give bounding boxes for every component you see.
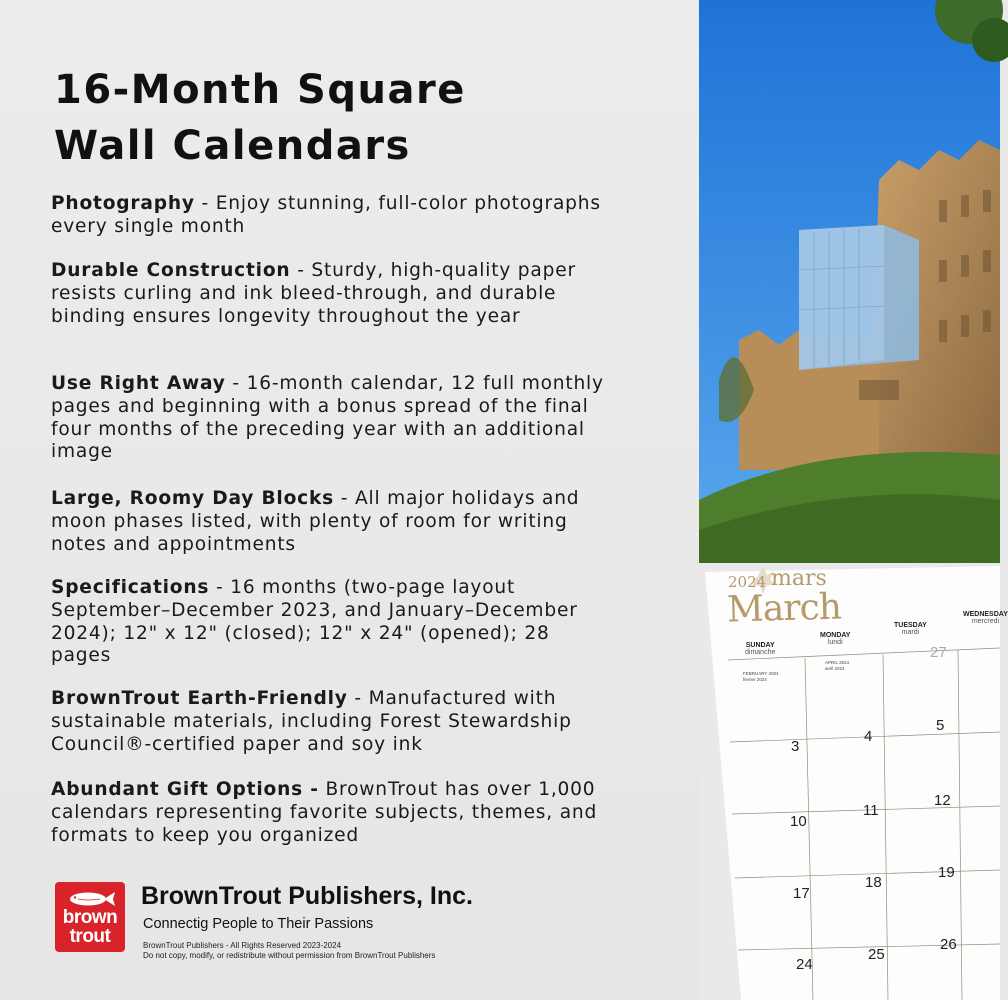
feature-day-blocks bbox=[51, 488, 611, 556]
feature-heading: Photography bbox=[51, 193, 195, 214]
day-header-sunday: SUNDAY dimanche bbox=[745, 642, 776, 656]
feature-heading: Durable Construction bbox=[51, 260, 291, 281]
calendar-preview bbox=[683, 0, 1008, 1000]
calendar-month-fr: mars bbox=[771, 566, 827, 591]
day-header-monday: MONDAY lundi bbox=[820, 632, 851, 646]
title-line-2: Wall Calendars bbox=[54, 123, 411, 169]
date-25: 25 bbox=[868, 946, 885, 963]
copyright-line-2: Do not copy, modify, or redistribute without permission from BrownTrout Publishers bbox=[143, 951, 436, 960]
feature-heading: BrownTrout Earth-Friendly bbox=[51, 688, 348, 709]
date-5: 5 bbox=[936, 717, 945, 734]
calendar-year: 2024 bbox=[728, 573, 767, 591]
day-header-wednesday: WEDNESDAY mercredi bbox=[963, 611, 1008, 625]
title-line-1: 16-Month Square bbox=[54, 67, 466, 113]
feature-text: - All major holidays and moon phases listed, with plenty of room for writing notes and appointments bbox=[51, 488, 580, 555]
calendar-month-en: March bbox=[726, 586, 842, 631]
day-header-tuesday: TUESDAY mardi bbox=[894, 622, 927, 636]
mini-calendar-april: APRIL 2024 avril 2024 bbox=[825, 660, 850, 671]
feature-earth-friendly bbox=[51, 688, 611, 756]
date-19: 19 bbox=[938, 864, 955, 881]
date-24: 24 bbox=[796, 956, 813, 973]
date-18: 18 bbox=[865, 874, 882, 891]
logo-word-trout: trout bbox=[69, 926, 111, 947]
calendar-page bbox=[683, 0, 1000, 1000]
date-4: 4 bbox=[864, 728, 873, 745]
page-title bbox=[54, 62, 466, 174]
feature-specifications bbox=[51, 577, 611, 668]
date-27: 27 bbox=[930, 644, 947, 661]
publisher-copyright bbox=[143, 941, 435, 961]
date-12: 12 bbox=[934, 792, 951, 809]
copyright-line-1: BrownTrout Publishers - All Rights Reserved 2023-2024 bbox=[143, 941, 342, 950]
feature-durable-construction bbox=[51, 260, 611, 328]
feature-text: - 16-month calendar, 12 full monthly pages and beginning with a bonus spread of the final four months of the preceding year with an additional image bbox=[51, 373, 604, 463]
date-3: 3 bbox=[791, 738, 800, 755]
feature-gift-options bbox=[51, 779, 611, 847]
feature-heading: Specifications bbox=[51, 577, 210, 598]
date-17: 17 bbox=[793, 885, 810, 902]
feature-photography bbox=[51, 193, 611, 239]
feature-use-right-away bbox=[51, 373, 611, 464]
publisher-name: BrownTrout Publishers, Inc. bbox=[141, 882, 473, 910]
publisher-tagline: Connectig People to Their Passions bbox=[143, 916, 374, 932]
date-26: 26 bbox=[940, 936, 957, 953]
feature-text: - Manufactured with sustainable materials, including Forest Stewardship Council®-certified paper and soy ink bbox=[51, 688, 572, 755]
mini-calendar-february: FEBRUARY 2024 février 2024 bbox=[743, 671, 779, 682]
feature-text: - Enjoy stunning, full-color photographs every single month bbox=[51, 193, 601, 237]
feature-text: - Sturdy, high-quality paper resists curling and ink bleed-through, and durable binding ensures longevity throughout the year bbox=[51, 260, 576, 327]
feature-text: - 16 months (two-page layout September–December 2023, and January–December 2024); 12" x 12" (closed); 12" x 24" (opened); 28 pages bbox=[51, 577, 578, 667]
browntrout-logo bbox=[55, 882, 125, 952]
feature-heading: Use Right Away bbox=[51, 373, 226, 394]
feature-heading: Abundant Gift Options - bbox=[51, 779, 319, 800]
logo-word-brown: brown bbox=[62, 907, 118, 928]
date-11: 11 bbox=[863, 802, 879, 819]
feature-text: BrownTrout has over 1,000 calendars representing favorite subjects, themes, and formats to keep you organized bbox=[51, 779, 598, 846]
feature-heading: Large, Roomy Day Blocks bbox=[51, 488, 335, 509]
date-10: 10 bbox=[790, 813, 807, 830]
